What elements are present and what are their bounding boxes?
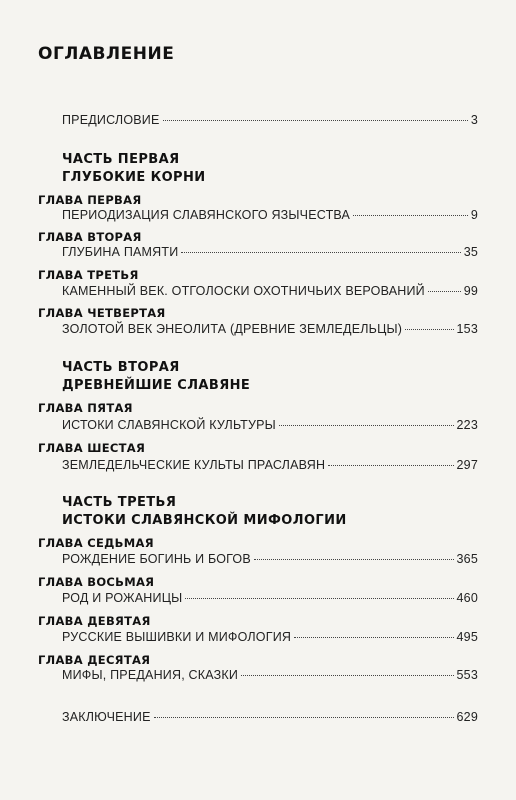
entry-page: 35 [463,245,478,259]
toc-entry[interactable] [62,418,478,432]
page-title: ОГЛАВЛЕНИЕ [38,44,175,64]
part-heading-1: ЧАСТЬ ПЕРВАЯ [62,152,180,167]
dot-leader [328,465,453,466]
entry-page: 629 [456,710,478,724]
dot-leader [154,717,454,718]
chapter-label: ГЛАВА ПЕРВАЯ [38,193,142,207]
dot-leader [185,598,453,599]
entry-title: ПЕРИОДИЗАЦИЯ СЛАВЯНСКОГО ЯЗЫЧЕСТВА [62,208,351,222]
dot-leader [405,329,453,330]
entry-title: ПРЕДИСЛОВИЕ [62,113,160,127]
chapter-label: ГЛАВА ВТОРАЯ [38,230,142,244]
toc-entry[interactable] [62,458,478,472]
part-subtitle-1: ГЛУБОКИЕ КОРНИ [62,170,206,185]
toc-entry[interactable] [62,668,478,682]
dot-leader [181,252,460,253]
dot-leader [294,637,453,638]
entry-title: ГЛУБИНА ПАМЯТИ [62,245,179,259]
entry-page: 297 [456,458,478,472]
toc-entry[interactable] [62,284,478,298]
part-heading-3: ЧАСТЬ ТРЕТЬЯ [62,495,177,510]
dot-leader [353,215,468,216]
toc-entry-conclusion[interactable] [62,710,478,724]
toc-entry[interactable] [62,208,478,222]
entry-title: ЗЕМЛЕДЕЛЬЧЕСКИЕ КУЛЬТЫ ПРАСЛАВЯН [62,458,326,472]
entry-title: ЗОЛОТОЙ ВЕК ЭНЕОЛИТА (ДРЕВНИЕ ЗЕМЛЕДЕЛЬЦЫ) [62,322,403,336]
entry-page: 99 [463,284,478,298]
entry-page: 223 [456,418,478,432]
chapter-label: ГЛАВА ТРЕТЬЯ [38,268,139,282]
dot-leader [428,291,461,292]
entry-title: РОД И РОЖАНИЦЫ [62,591,183,605]
toc-entry[interactable] [62,322,478,336]
toc-entry[interactable] [62,630,478,644]
dot-leader [254,559,454,560]
chapter-label: ГЛАВА СЕДЬМАЯ [38,536,154,550]
entry-page: 460 [456,591,478,605]
part-subtitle-2: ДРЕВНЕЙШИЕ СЛАВЯНЕ [62,378,251,393]
toc-entry-preface[interactable] [62,113,478,127]
dot-leader [163,120,468,121]
toc-entry[interactable] [62,552,478,566]
entry-title: ИСТОКИ СЛАВЯНСКОЙ КУЛЬТУРЫ [62,418,276,432]
part-heading-2: ЧАСТЬ ВТОРАЯ [62,360,180,375]
dot-leader [279,425,454,426]
entry-title: МИФЫ, ПРЕДАНИЯ, СКАЗКИ [62,668,239,682]
entry-page: 9 [470,208,478,222]
entry-title: КАМЕННЫЙ ВЕК. ОТГОЛОСКИ ОХОТНИЧЬИХ ВЕРОВАНИЙ [62,284,425,298]
chapter-label: ГЛАВА ДЕСЯТАЯ [38,653,151,667]
entry-title: РОЖДЕНИЕ БОГИНЬ И БОГОВ [62,552,251,566]
chapter-label: ГЛАВА ВОСЬМАЯ [38,575,155,589]
chapter-label: ГЛАВА ЧЕТВЕРТАЯ [38,306,166,320]
chapter-label: ГЛАВА ДЕВЯТАЯ [38,614,151,628]
toc-entry[interactable] [62,245,478,259]
entry-page: 3 [470,113,478,127]
entry-page: 495 [456,630,478,644]
entry-title: ЗАКЛЮЧЕНИЕ [62,710,151,724]
chapter-label: ГЛАВА ПЯТАЯ [38,401,133,415]
dot-leader [241,675,453,676]
entry-page: 153 [456,322,478,336]
chapter-label: ГЛАВА ШЕСТАЯ [38,441,146,455]
entry-page: 553 [456,668,478,682]
part-subtitle-3: ИСТОКИ СЛАВЯНСКОЙ МИФОЛОГИИ [62,513,347,528]
toc-entry[interactable] [62,591,478,605]
entry-page: 365 [456,552,478,566]
entry-title: РУССКИЕ ВЫШИВКИ И МИФОЛОГИЯ [62,630,292,644]
